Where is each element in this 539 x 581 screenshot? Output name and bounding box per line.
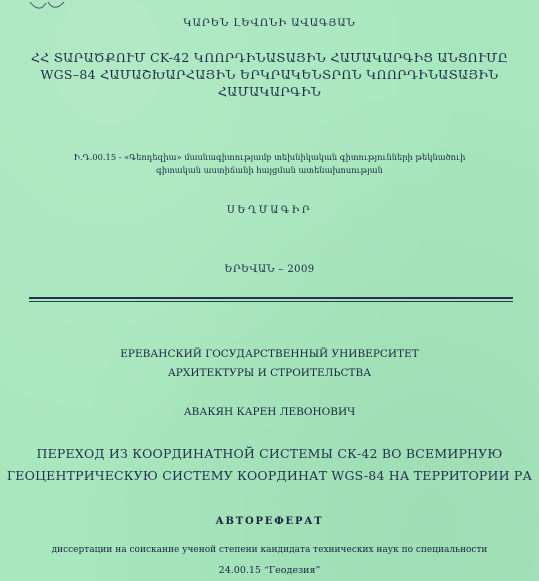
armenian-title-line: WGS–84 ՀԱՄԱՇԽԱՐՀԱՅԻՆ ԵՐԿՐԱԿԵՆՏՐՈՆ ԿՈՈՐԴԻՆԱՏԱՅԻՆ	[40, 67, 499, 82]
armenian-title-line: ՀԱՄԱԿԱՐԳԻՆ	[217, 84, 322, 99]
russian-specialty: 24.00.15 “Геодезия”	[218, 565, 321, 576]
russian-author-name: АВАКЯН КАРЕН ЛЕВОНОВИЧ	[183, 406, 356, 418]
armenian-thesis-title	[0, 49, 539, 100]
russian-title-line: ГЕОЦЕНТРИЧЕСКУЮ СИСТЕМУ КООРДИНАТ WGS-84 НА ТЕРРИТОРИИ РА	[6, 468, 533, 483]
section-divider-thin	[29, 301, 513, 302]
russian-university-name	[0, 345, 539, 383]
armenian-city-year: ԵՐԵՎԱՆ – 2009	[224, 264, 315, 275]
russian-degree-description: диссертации на соискание ученой степени кандидата технических наук по специальности	[51, 545, 488, 555]
russian-document-kind: АВТОРЕФЕРАТ	[215, 516, 324, 527]
armenian-author-name: ԿԱՐԵՆ ԼԵՎՈՆԻ ԱՎԱԳՅԱՆ	[183, 17, 356, 29]
armenian-subtitle-line: գիտական աստիճանի հայցման ատենախոսության	[156, 165, 383, 175]
armenian-subtitle-line: Ի.Դ.00.15 - «Գեոդեզիա» մասնագիտությամբ տեխնիկական գիտությունների թեկնածուի	[73, 152, 466, 162]
handwritten-mark	[28, 0, 68, 12]
armenian-degree-description	[0, 151, 539, 177]
russian-thesis-title	[0, 443, 539, 487]
university-line: АРХИТЕКТУРЫ И СТРОИТЕЛЬСТВА	[167, 367, 372, 379]
section-divider-thick	[29, 297, 513, 299]
armenian-title-line: ՀՀ ՏԱՐԱԾՔՈՒՄ CK-42 ԿՈՈՐԴԻՆԱՏԱՅԻՆ ՀԱՄԱԿԱՐԳԻՑ ԱՆՑՈՒՄԸ	[30, 50, 509, 65]
russian-title-line: ПЕРЕХОД ИЗ КООРДИНАТНОЙ СИСТЕМЫ СК-42 ВО ВСЕМИРНУЮ	[36, 446, 503, 461]
university-line: ЕРЕВАНСКИЙ ГОСУДАРСТВЕННЫЙ УНИВЕРСИТЕТ	[120, 348, 419, 360]
armenian-document-kind: ՍԵՂՄԱԳԻՐ	[226, 205, 313, 216]
